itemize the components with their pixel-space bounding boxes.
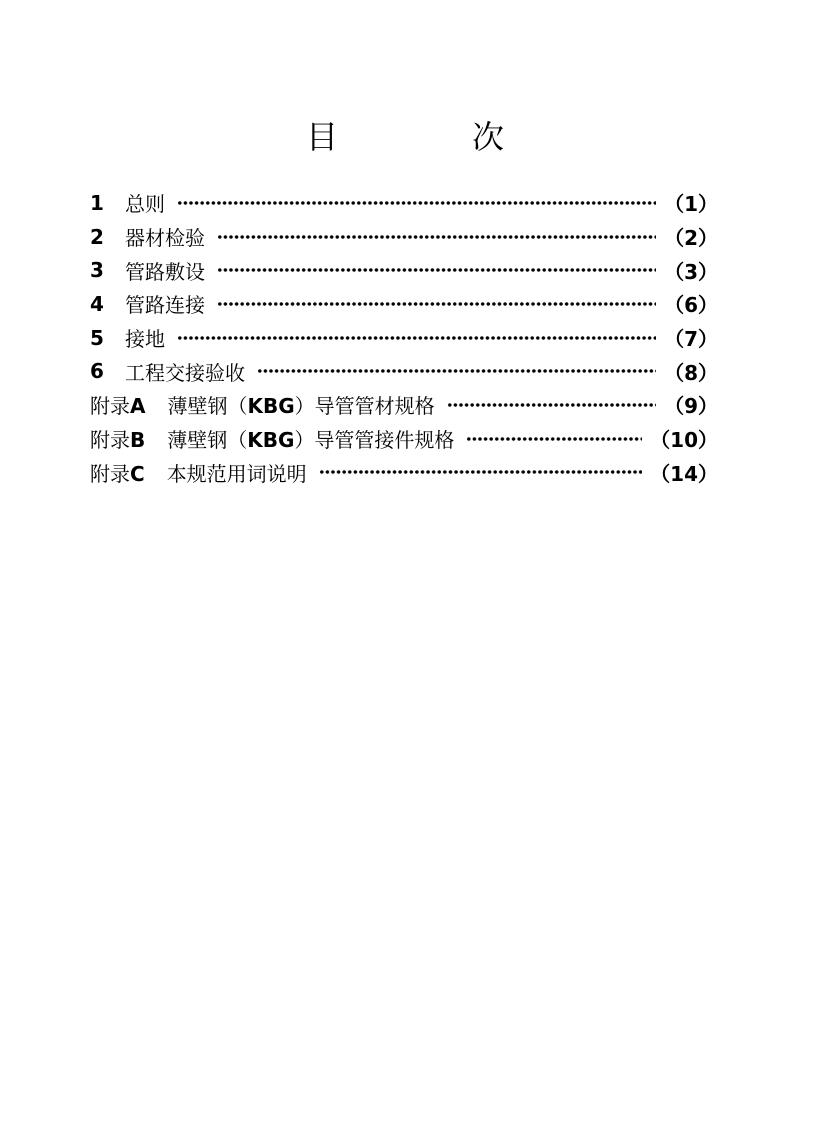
toc-entry[interactable] <box>90 287 718 321</box>
toc-entry-page: （14） <box>650 461 718 486</box>
title-char-2: 次 <box>472 118 505 156</box>
toc-entry-number: 5 <box>90 325 104 350</box>
table-of-contents <box>90 186 718 489</box>
toc-entry-title: 总则 <box>125 192 165 217</box>
dot-leader <box>319 469 642 475</box>
toc-entry-title: 管路敷设 <box>125 259 205 284</box>
toc-entry[interactable] <box>90 220 718 254</box>
toc-appendix-entry[interactable] <box>90 422 718 456</box>
appendix-title-pre: 薄壁钢（ <box>167 428 248 453</box>
toc-entry-page: （3） <box>664 259 718 284</box>
title-char-1: 目 <box>306 118 339 156</box>
toc-entry[interactable] <box>90 186 718 220</box>
toc-entry-number: 1 <box>90 190 104 215</box>
toc-entry-page: （6） <box>664 293 718 318</box>
appendix-label: 附录 <box>90 428 130 453</box>
appendix-title-kbg: KBG <box>247 394 295 419</box>
toc-entry-page: （7） <box>664 327 718 352</box>
toc-entry[interactable] <box>90 321 718 355</box>
toc-entry-page: （1） <box>664 192 718 217</box>
dot-leader <box>217 267 656 273</box>
appendix-letter: C <box>130 461 145 486</box>
toc-appendix-entry[interactable] <box>90 456 718 490</box>
toc-entry-number: 6 <box>90 359 104 384</box>
toc-entry-title: 工程交接验收 <box>125 360 245 385</box>
toc-title <box>0 112 826 162</box>
toc-entry-title <box>167 390 434 419</box>
dot-leader <box>177 335 656 341</box>
appendix-title-post: ）导管管材规格 <box>294 394 435 419</box>
toc-appendix-entry[interactable] <box>90 388 718 422</box>
appendix-heading <box>90 390 145 419</box>
appendix-title-pre: 薄壁钢（ <box>167 394 248 419</box>
toc-entry-number: 4 <box>90 291 104 316</box>
toc-entry-title <box>167 424 454 453</box>
toc-entry-title: 管路连接 <box>125 293 205 318</box>
toc-entry-page: （2） <box>664 226 718 251</box>
toc-entry-number: 2 <box>90 224 104 249</box>
toc-entry-page: （8） <box>664 360 718 385</box>
dot-leader <box>447 402 656 408</box>
dot-leader <box>217 234 656 240</box>
dot-leader <box>217 301 656 307</box>
toc-entry-number: 3 <box>90 258 104 283</box>
appendix-title-kbg: KBG <box>247 428 295 453</box>
appendix-heading <box>90 424 145 453</box>
toc-entry-page: （10） <box>650 428 718 453</box>
toc-entry-title: 接地 <box>125 327 165 352</box>
appendix-heading <box>90 458 145 487</box>
appendix-title-pre: 本规范用词说明 <box>166 461 307 486</box>
dot-leader <box>257 368 656 374</box>
appendix-label: 附录 <box>90 394 130 419</box>
dot-leader <box>177 200 656 206</box>
toc-entry[interactable] <box>90 354 718 388</box>
dot-leader <box>466 436 642 442</box>
toc-entry[interactable] <box>90 253 718 287</box>
appendix-title-post: ）导管管接件规格 <box>294 428 455 453</box>
appendix-letter: B <box>130 428 146 453</box>
toc-entry-title: 器材检验 <box>125 226 205 251</box>
toc-entry-title <box>167 458 307 487</box>
appendix-letter: A <box>130 394 146 419</box>
appendix-label: 附录 <box>90 461 130 486</box>
toc-entry-page: （9） <box>664 394 718 419</box>
